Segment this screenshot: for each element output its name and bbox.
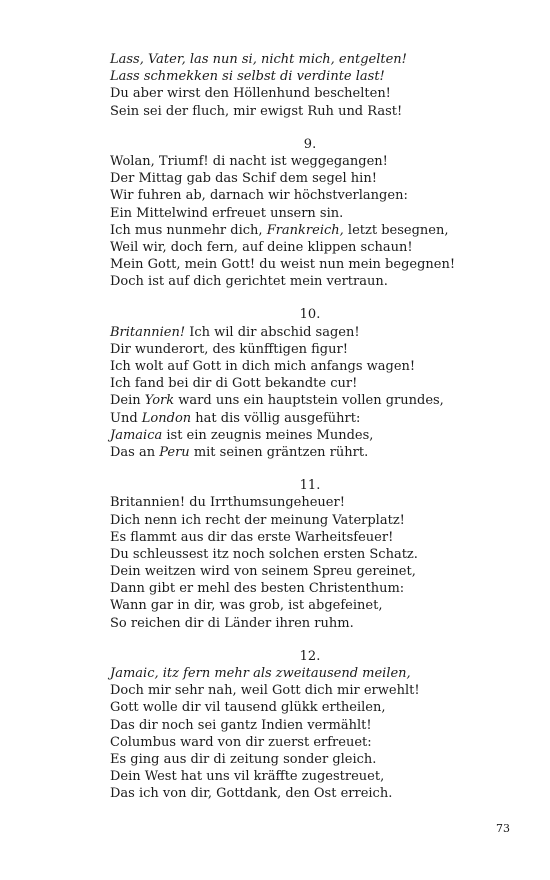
verse-line bbox=[110, 615, 520, 632]
verse-line bbox=[110, 153, 520, 170]
verse-line bbox=[110, 444, 520, 461]
italic-text: Lass, Vater, las nun si, nicht mich, entgelten! bbox=[110, 52, 407, 67]
verse-line bbox=[110, 68, 520, 85]
verse-text: Du aber wirst den Höllenhund beschelten! bbox=[110, 86, 391, 102]
verse-text: Doch mir sehr nah, weil Gott dich mir erwehlt! bbox=[110, 683, 420, 699]
verse-line bbox=[110, 410, 520, 427]
verse-line bbox=[110, 682, 520, 699]
verse-text: Mein Gott, mein Gott! du weist nun mein begegnen! bbox=[110, 257, 456, 273]
verse-line bbox=[110, 324, 520, 341]
stanza bbox=[110, 477, 520, 632]
verse-line bbox=[110, 785, 520, 802]
verse-text: Ein Mittelwind erfreuet unsern sin. bbox=[110, 205, 344, 221]
verse-text: Britannien! du Irrthumsungeheuer! bbox=[110, 495, 345, 511]
verse-line bbox=[110, 427, 520, 444]
stanza bbox=[110, 51, 520, 120]
verse-text: Es flammt aus dir das erste Warheitsfeuer! bbox=[110, 529, 394, 545]
italic-text: Lass schmekken si selbst di verdinte last! bbox=[110, 69, 385, 85]
verse-text: Dir wunderort, des künfftigen figur! bbox=[110, 341, 348, 357]
verse-line bbox=[110, 734, 520, 751]
verse-line bbox=[110, 580, 520, 597]
stanza-number: 12. bbox=[299, 648, 321, 664]
verse-line bbox=[110, 392, 520, 409]
verse-line bbox=[110, 494, 520, 511]
italic-text: Frankreich, bbox=[266, 222, 344, 238]
verse-text: ist ein zeugnis meines Mundes, bbox=[162, 427, 374, 443]
verse-text: Wann gar in dir, was grob, ist abgefeinet, bbox=[110, 598, 383, 614]
italic-text: Peru bbox=[159, 444, 190, 460]
italic-text: Jamaica bbox=[110, 427, 163, 443]
verse-text: Wolan, Triumf! di nacht ist weggegangen! bbox=[110, 153, 388, 169]
stanza bbox=[110, 648, 520, 803]
verse-text: Dein West hat uns vil kräffte zugestreuet, bbox=[110, 769, 385, 785]
verse-text: Das an bbox=[110, 444, 160, 460]
verse-text: Ich mus nunmehr dich, bbox=[110, 222, 267, 238]
verse-text: ward uns ein hauptstein vollen grundes, bbox=[174, 393, 444, 409]
verse-text: letzt besegnen, bbox=[343, 222, 449, 238]
verse-line bbox=[110, 341, 520, 358]
verse-line bbox=[110, 273, 520, 290]
verse-line bbox=[110, 546, 520, 563]
verse-text: Dein bbox=[110, 393, 145, 409]
verse-line bbox=[110, 51, 520, 68]
verse-line bbox=[110, 529, 520, 546]
italic-text: London bbox=[141, 410, 192, 426]
verse-text: Sein sei der fluch, mir ewigst Ruh und Rast! bbox=[110, 103, 403, 119]
italic-text: Britannien! bbox=[110, 324, 186, 340]
verse-text: Und bbox=[110, 410, 142, 426]
verse-line bbox=[110, 103, 520, 120]
verse-text: Columbus ward von dir zuerst erfreuet: bbox=[110, 734, 372, 750]
verse-line bbox=[110, 170, 520, 187]
verse-text: Das dir noch sei gantz Indien vermählt! bbox=[110, 717, 372, 733]
verse-line bbox=[110, 85, 520, 102]
stanza bbox=[110, 306, 520, 461]
verse-text: Dann gibt er mehl des besten Christenthum: bbox=[110, 581, 405, 597]
verse-text: mit seinen gräntzen rührt. bbox=[189, 444, 369, 460]
verse-line bbox=[110, 699, 520, 716]
verse-text: hat dis völlig ausgeführt: bbox=[191, 410, 361, 426]
verse-line bbox=[110, 187, 520, 204]
verse-text: Ich wolt auf Gott in dich mich anfangs wagen! bbox=[110, 359, 416, 374]
verse-text: Das ich von dir, Gottdank, den Ost erreich. bbox=[110, 786, 393, 802]
verse-text: Weil wir, doch fern, auf deine klippen schaun! bbox=[110, 239, 413, 255]
italic-text: Jamaic, itz fern mehr als zweitausend meilen, bbox=[110, 666, 411, 681]
verse-line bbox=[110, 751, 520, 768]
verse-line bbox=[110, 256, 520, 273]
verse-text: Dich nenn ich recht der meinung Vaterplatz! bbox=[110, 512, 405, 528]
verse-text: So reichen dir di Länder ihren ruhm. bbox=[110, 615, 354, 631]
stanza bbox=[110, 136, 520, 291]
italic-text: York bbox=[144, 393, 175, 409]
verse-line bbox=[110, 375, 520, 392]
page-number: 73 bbox=[496, 822, 510, 835]
verse-text: Doch ist auf dich gerichtet mein vertraun. bbox=[110, 274, 388, 290]
verse-line bbox=[110, 358, 520, 375]
verse-line bbox=[110, 717, 520, 734]
verse-text: Wir fuhren ab, darnach wir höchstverlangen: bbox=[110, 188, 408, 204]
verse-text: Dein weitzen wird von seinem Spreu gereinet, bbox=[110, 564, 416, 580]
stanza-number: 10. bbox=[299, 307, 321, 323]
verse-text: Ich fand bei dir di Gott bekandte cur! bbox=[110, 376, 358, 392]
verse-text: Ich wil dir abschid sagen! bbox=[185, 324, 360, 340]
verse-text: Du schleussest itz noch solchen ersten Schatz. bbox=[110, 546, 418, 562]
verse-text: Gott wolle dir vil tausend glükk ertheilen, bbox=[110, 700, 386, 716]
verse-line bbox=[110, 665, 520, 682]
verse-text: Es ging aus dir di zeitung sonder gleich. bbox=[110, 751, 377, 767]
stanza-number: 11. bbox=[299, 478, 321, 494]
verse-text: Der Mittag gab das Schif dem segel hin! bbox=[110, 171, 377, 187]
stanza-number: 9. bbox=[303, 136, 317, 152]
verse-line bbox=[110, 768, 520, 785]
verse-line bbox=[110, 239, 520, 256]
verse-line bbox=[110, 222, 520, 239]
verse-line bbox=[110, 205, 520, 222]
poem-page bbox=[110, 51, 520, 803]
verse-line bbox=[110, 512, 520, 529]
verse-line bbox=[110, 563, 520, 580]
verse-line bbox=[110, 597, 520, 614]
